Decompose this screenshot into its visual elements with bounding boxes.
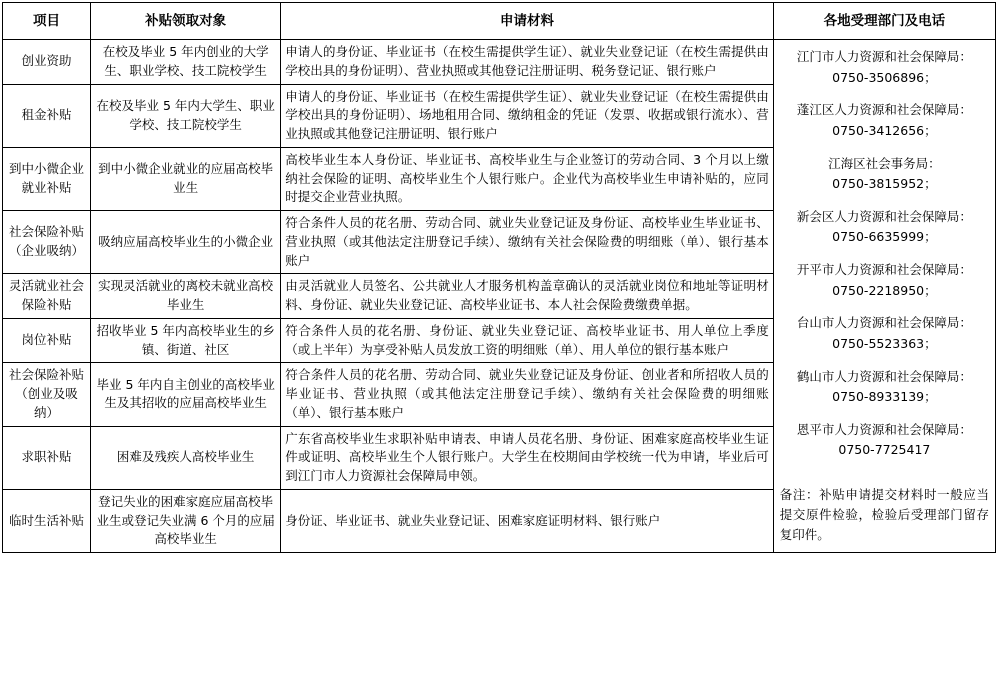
cell-material: 申请人的身份证、毕业证书（在校生需提供学生证）、就业失业登记证（在校生需提供由学校出具的身份证明）、场地租用合同、缴纳租金的凭证（发票、收据或银行流水）、营业执照或其他登记注册证明、银行账户 xyxy=(281,84,773,147)
cell-target: 在校及毕业 5 年内大学生、职业学校、技工院校学生 xyxy=(91,84,281,147)
cell-material: 身份证、毕业证书、就业失业登记证、困难家庭证明材料、银行账户 xyxy=(281,489,773,552)
cell-item: 租金补贴 xyxy=(3,84,91,147)
cell-material: 高校毕业生本人身份证、毕业证书、高校毕业生与企业签订的劳动合同、3 个月以上缴纳社会保险的证明、高校毕业生个人银行账户。企业代为高校毕业生申请补贴的，应同时提交企业营业执照。 xyxy=(281,147,773,210)
column-header-material: 申请材料 xyxy=(281,3,773,40)
department-name: 恩平市人力资源和社会保障局： xyxy=(796,421,972,437)
cell-item: 岗位补贴 xyxy=(3,318,91,363)
department-name: 江门市人力资源和社会保障局： xyxy=(796,49,972,64)
department-entry xyxy=(778,313,991,354)
cell-material: 由灵活就业人员签名、公共就业人才服务机构盖章确认的灵活就业岗位和地址等证明材料、身份证、就业失业登记证、高校毕业证书、本人社会保险费缴费单据。 xyxy=(281,274,773,319)
department-phone: 0750-3815952； xyxy=(832,176,937,192)
department-entry xyxy=(778,260,991,301)
cell-target: 吸纳应届高校毕业生的小微企业 xyxy=(91,211,281,274)
department-phone: 0750-3506896； xyxy=(832,69,937,85)
department-entry xyxy=(778,207,991,248)
cell-item: 创业资助 xyxy=(3,40,91,85)
cell-target: 毕业 5 年内自主创业的高校毕业生及其招收的应届高校毕业生 xyxy=(91,363,281,426)
cell-item: 灵活就业社会保险补贴 xyxy=(3,274,91,319)
department-name: 蓬江区人力资源和社会保障局： xyxy=(796,102,972,118)
department-entry xyxy=(778,367,991,408)
cell-item: 社会保险补贴（创业及吸纳） xyxy=(3,363,91,426)
department-phone: 0750-5523363； xyxy=(832,335,937,351)
cell-target: 登记失业的困难家庭应届高校毕业生或登记失业满 6 个月的应届高校毕业生 xyxy=(91,489,281,552)
department-name: 台山市人力资源和社会保障局： xyxy=(796,315,972,331)
cell-material: 申请人的身份证、毕业证书（在校生需提供学生证）、就业失业登记证（在校生需提供由学校出具的身份证明）、营业执照或其他登记注册证明、税务登记证、银行账户 xyxy=(281,40,773,85)
department-name: 开平市人力资源和社会保障局： xyxy=(796,262,972,277)
department-phone: 0750-7725417 xyxy=(838,442,931,458)
cell-target: 到中小微企业就业的应届高校毕业生 xyxy=(91,147,281,210)
table-header-row xyxy=(3,3,996,40)
cell-item: 到中小微企业就业补贴 xyxy=(3,147,91,210)
cell-target: 在校及毕业 5 年内创业的大学生、职业学校、技工院校学生 xyxy=(91,40,281,85)
department-phone: 0750-2218950； xyxy=(832,282,937,298)
cell-target: 实现灵活就业的离校未就业高校毕业生 xyxy=(91,274,281,319)
subsidy-table xyxy=(2,2,996,553)
cell-material: 符合条件人员的花名册、劳动合同、就业失业登记证及身份证、高校毕业生毕业证书、营业执照（或其他法定注册登记手续）、缴纳有关社会保险费的明细账（单）、银行基本账户 xyxy=(281,211,773,274)
cell-material: 符合条件人员的花名册、身份证、就业失业登记证、高校毕业证书、用人单位上季度（或上半年）为享受补贴人员发放工资的明细账（单）、用人单位的银行基本账户 xyxy=(281,318,773,363)
cell-item: 求职补贴 xyxy=(3,426,91,489)
table-row xyxy=(3,40,996,85)
column-header-department: 各地受理部门及电话 xyxy=(773,3,995,40)
department-phone: 0750-8933139； xyxy=(832,389,937,405)
department-entry xyxy=(778,100,991,141)
column-header-item: 项目 xyxy=(3,3,91,40)
department-name: 江海区社会事务局： xyxy=(828,155,941,171)
cell-departments xyxy=(773,40,995,553)
department-phone: 0750-6635999； xyxy=(832,229,937,245)
cell-target: 招收毕业 5 年内高校毕业生的乡镇、街道、社区 xyxy=(91,318,281,363)
column-header-target: 补贴领取对象 xyxy=(91,3,281,40)
cell-item: 临时生活补贴 xyxy=(3,489,91,552)
department-name: 鹤山市人力资源和社会保障局： xyxy=(796,368,972,384)
department-entry xyxy=(778,47,991,88)
department-note: 备注：补贴申请提交材料时一般应当提交原件检验，检验后受理部门留存复印件。 xyxy=(779,487,989,542)
department-name: 新会区人力资源和社会保障局： xyxy=(796,208,972,224)
cell-material: 广东省高校毕业生求职补贴申请表、申请人员花名册、身份证、困难家庭高校毕业生证件或证明、高校毕业生个人银行账户。大学生在校期间由学校统一代为申请，毕业后可到江门市人力资源社会保障局申领。 xyxy=(281,426,773,489)
department-phone: 0750-3412656； xyxy=(832,122,937,138)
department-entry xyxy=(778,154,991,195)
cell-target: 困难及残疾人高校毕业生 xyxy=(91,426,281,489)
department-entry xyxy=(778,420,991,461)
cell-item: 社会保险补贴（企业吸纳） xyxy=(3,211,91,274)
cell-material: 符合条件人员的花名册、劳动合同、就业失业登记证及身份证、创业者和所招收人员的毕业证书、营业执照（或其他法定注册登记手续）、缴纳有关社会保险费的明细账（单）、银行基本账户 xyxy=(281,363,773,426)
